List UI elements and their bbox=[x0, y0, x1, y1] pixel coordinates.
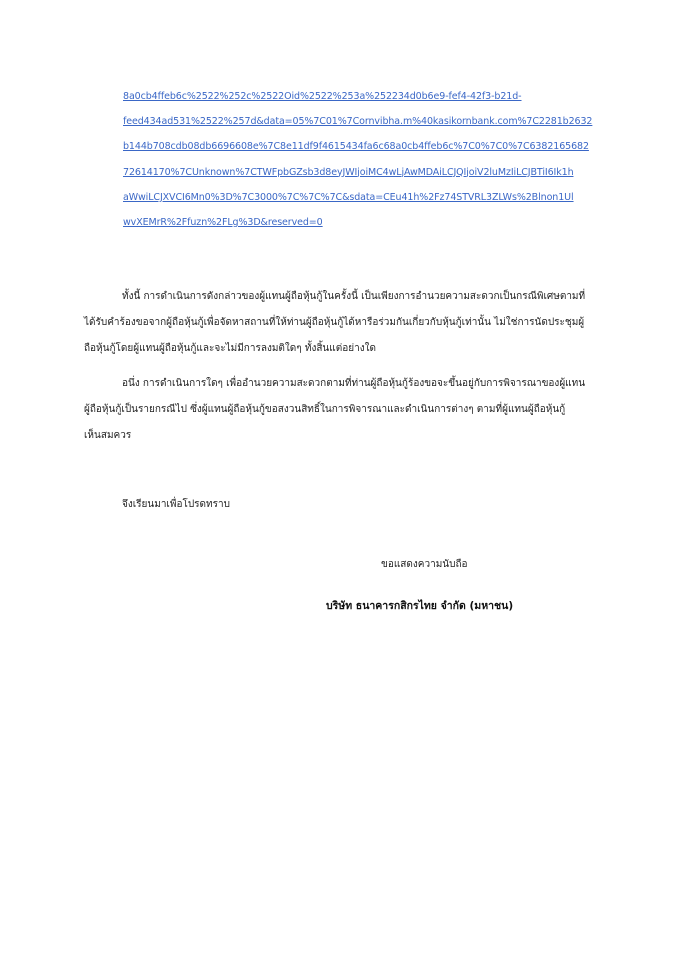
url-link-line[interactable]: 8a0cb4ffeb6c%2522%252c%2522Oid%2522%253a%252234d0b6e9-fef4-42f3-b21d- bbox=[123, 91, 522, 102]
paragraph-line: ทั้งนี้ การดำเนินการดังกล่าวของผู้แทนผู้ถือหุ้นกู้ในครั้งนี้ เป็นเพียงการอำนวยความสะดวกเป็นกรณีพิเศษตามที่ bbox=[122, 291, 586, 302]
paragraph-line: อนึ่ง การดำเนินการใดๆ เพื่ออำนวยความสะดวกตามที่ท่านผู้ถือหุ้นกู้ร้องขอจะขึ้นอยู่กับการพิจารณาของผู้แทน bbox=[122, 378, 586, 389]
paragraph-line: เห็นสมควร bbox=[84, 430, 132, 441]
paragraph-line: ผู้ถือหุ้นกู้เป็นรายกรณีไป ซึ่งผู้แทนผู้ถือหุ้นกู้ขอสงวนสิทธิ์ในการพิจารณาและดำเนินการต่างๆ ตามที่ผู้แทนผู้ถือหุ้นกู้ bbox=[84, 404, 566, 415]
url-link-line[interactable]: feed434ad531%2522%257d&data=05%7C01%7Cornvibha.m%40kasikornbank.com%7C2281b2632 bbox=[123, 116, 593, 128]
url-link-block[interactable] bbox=[123, 84, 643, 235]
signatory-company: บริษัท ธนาคารกสิกรไทย จำกัด (มหาชน) bbox=[326, 600, 514, 612]
regards-line: ขอแสดงความนับถือ bbox=[381, 559, 468, 570]
paragraph-line: ได้รับคำร้องขอจากผู้ถือหุ้นกู้เพื่อจัดหาสถานที่ให้ท่านผู้ถือหุ้นกู้ได้หารือร่วมกันเกี่ยวกับหุ้นกู้เท่านั้น ไม่ใช่การนัดประชุมผู้ bbox=[84, 317, 585, 328]
url-link-line[interactable]: b144b708cdb08db6696608e%7C8e11df9f4615434fa6c68a0cb4ffeb6c%7C0%7C0%7C6382165682 bbox=[123, 141, 589, 153]
paragraph-line: ถือหุ้นกู้โดยผู้แทนผู้ถือหุ้นกู้และจะไม่มีการลงมติใดๆ ทั้งสิ้นแต่อย่างใด bbox=[84, 343, 376, 354]
url-link-line[interactable]: wvXEMrR%2Ffuzn%2FLg%3D&reserved=0 bbox=[123, 217, 323, 229]
url-link-line[interactable]: aWwiLCJXVCI6Mn0%3D%7C3000%7C%7C%7C&sdata=CEu41h%2Fz74STVRL3ZLWs%2Blnon1Ul bbox=[123, 191, 574, 203]
paragraph-disclaimer bbox=[84, 284, 604, 362]
url-link-line[interactable]: 72614170%7CUnknown%7CTWFpbGZsb3d8eyJWIjoiMC4wLjAwMDAiLCJQIjoiV2luMzIiLCJBTiI6Ik1h bbox=[123, 166, 574, 178]
paragraph-notice bbox=[84, 371, 604, 449]
closing-sentence: จึงเรียนมาเพื่อโปรดทราบ bbox=[122, 499, 230, 510]
